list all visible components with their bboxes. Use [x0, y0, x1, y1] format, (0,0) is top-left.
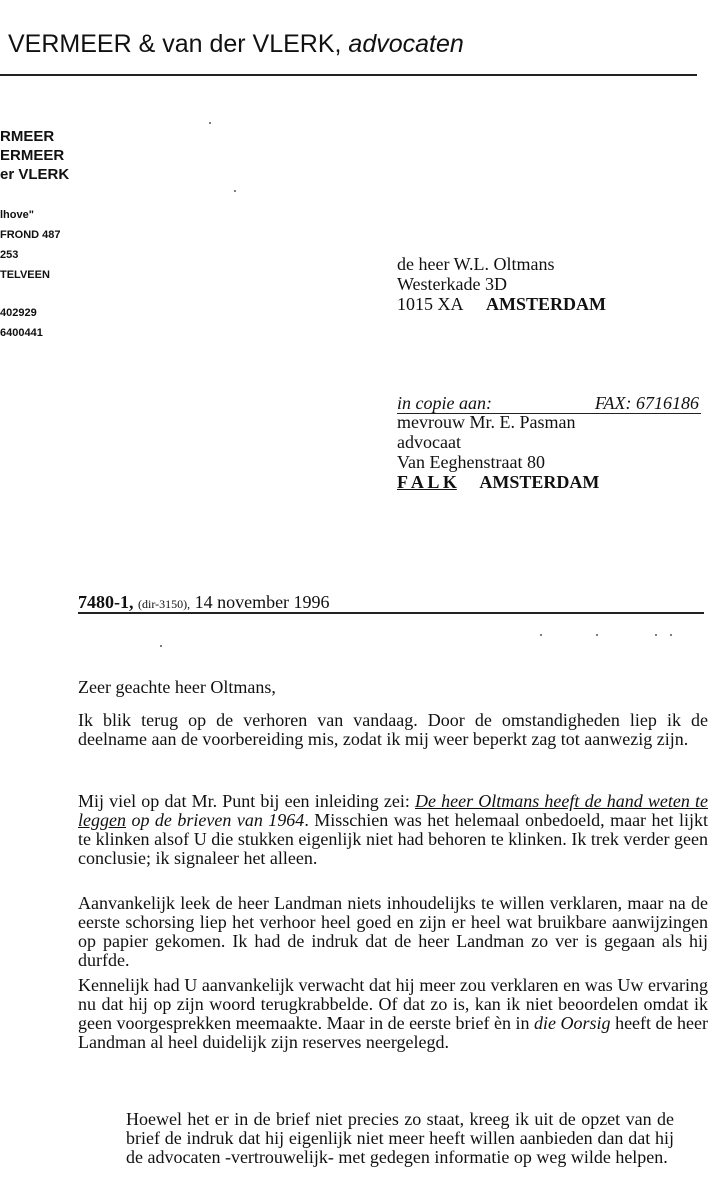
p2-quote-tail: op de brieven van 1964: [125, 810, 305, 830]
phone-line: 402929: [0, 307, 37, 319]
scan-speck: [160, 645, 162, 647]
partner-list: [0, 127, 69, 184]
paragraph-text: Hoewel het er in de brief niet precies zo staat, kreeg ik uit de opzet van de brief de indruk dat hij eigenlijk niet meer heeft willen aanbieden dan dat hij de advocaten -vertrouwelijk- met gedegen informatie op weg wilde helpen.: [126, 1109, 674, 1167]
salutation-text: Zeer geachte heer Oltmans,: [78, 677, 276, 697]
scan-speck: [540, 634, 542, 636]
copy-name: mevrouw Mr. E. Pasman: [397, 412, 576, 432]
paragraph-5-indented: [126, 1110, 674, 1167]
copy-header: [397, 393, 701, 414]
copy-address: [397, 412, 599, 492]
address-line: lhove": [0, 209, 34, 221]
copy-city: AMSTERDAM: [479, 472, 600, 492]
copy-title: advocaat: [397, 432, 461, 452]
paragraph-1: [78, 711, 708, 749]
office-address: [0, 205, 61, 285]
address-line: 253: [0, 249, 19, 261]
copy-code: F A L K: [397, 472, 457, 492]
letterhead-rule: [0, 74, 697, 76]
paragraph-3: [78, 894, 708, 970]
paragraph-text: Ik blik terug op de verhoren van vandaag. Door de omstandigheden liep ik de deelname aan de voorbereiding mis, zodat ik mij weer beperkt zag tot aanwezig zijn.: [78, 710, 708, 749]
reference-dir: (dir-3150),: [138, 597, 191, 611]
firm-name: VERMEER & van der VLERK,: [8, 30, 342, 58]
address-line: TELVEEN: [0, 269, 50, 281]
recipient-address: [397, 254, 606, 314]
letter-date: 14 november 1996: [194, 592, 330, 612]
paragraph-4: [78, 976, 708, 1052]
partner-name: er VLERK: [0, 166, 70, 183]
recipient-name: de heer W.L. Oltmans: [397, 254, 555, 274]
recipient-city: AMSTERDAM: [486, 294, 606, 314]
office-phones: [0, 303, 43, 343]
p2-rest: . Misschien was het helemaal onbedoeld, maar het lijkt te klinken alsof U die stukken eigenlijk niet had behoren te klinken. Ik trek verder geen conclusie; ik signaleer het alleen.: [78, 810, 708, 868]
p4-rest: heeft de heer Landman al heel duidelijk zijn reserves neergelegd.: [78, 1013, 709, 1052]
copy-city-line: [397, 472, 599, 492]
scan-speck: [670, 634, 672, 636]
p4-italic: die Oorsig: [534, 1013, 611, 1033]
copy-fax: FAX: 6716186: [594, 393, 699, 413]
reference-line: [78, 592, 330, 613]
paragraph-text: [78, 792, 708, 868]
p4-intro: Kennelijk had U aanvankelijk verwacht dat hij meer zou verklaren en was Uw ervaring nu dat hij op zijn woord terugkrabbelde. Of dat zo is, kan ik niet beoordelen omdat ik geen voorgesprekken meemaakte. Maar in de eerste brief èn in: [78, 975, 708, 1033]
scan-speck: [655, 634, 657, 636]
recipient-postcode: 1015 XA: [397, 294, 464, 314]
paragraph-text: [78, 976, 708, 1052]
salutation: [78, 678, 708, 697]
recipient-city-line: [397, 294, 606, 314]
reference-rule: [78, 612, 704, 614]
scan-speck: [596, 634, 598, 636]
recipient-street: Westerkade 3D: [397, 274, 508, 294]
firm-suffix: advocaten: [348, 30, 464, 58]
partner-name: RMEER: [0, 128, 55, 145]
copy-street: Van Eeghenstraat 80: [397, 452, 545, 472]
copy-label: in copie aan:: [397, 393, 492, 413]
scan-speck: [234, 190, 236, 192]
p2-intro: Mij viel op dat Mr. Punt bij een inleiding zei:: [78, 791, 415, 811]
paragraph-text: Aanvankelijk leek de heer Landman niets inhoudelijks te willen verklaren, maar na de eerste schorsing liep het verhoor heel goed en zijn er heel wat bruikbare aanwijzingen op papier gekomen. Ik had de indruk dat de heer Landman zo ver is gegaan als hij durfde.: [78, 893, 708, 970]
partner-name: ERMEER: [0, 147, 65, 164]
address-line: FROND 487: [0, 229, 61, 241]
p2-quote: De heer Oltmans heeft de hand weten te leggen: [78, 791, 708, 830]
phone-line: 6400441: [0, 327, 43, 339]
reference-number: 7480-1,: [78, 592, 134, 612]
scan-speck: [209, 122, 211, 124]
paragraph-2: [78, 792, 708, 868]
firm-letterhead: [8, 30, 464, 59]
